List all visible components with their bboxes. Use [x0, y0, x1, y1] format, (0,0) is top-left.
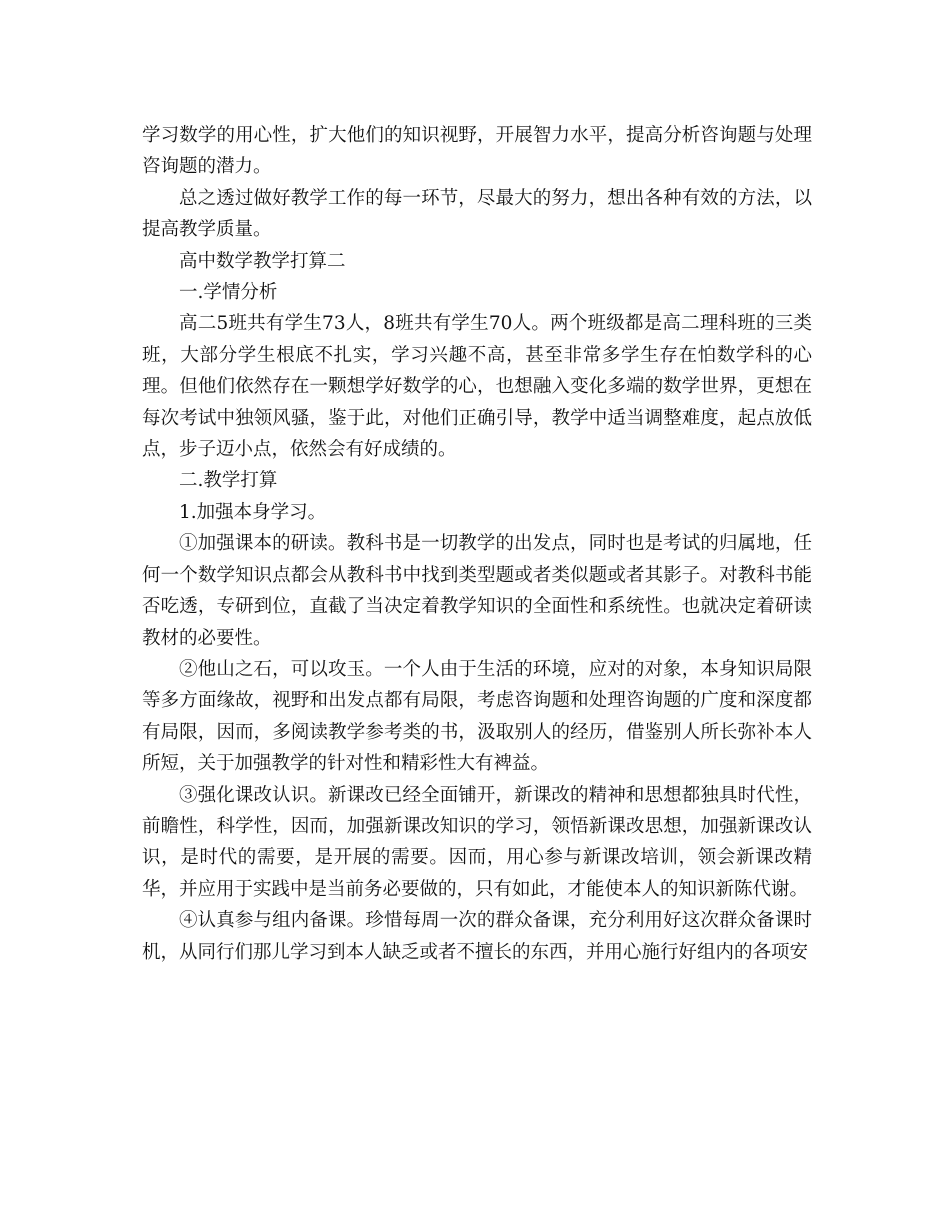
paragraph-learn-from-others: ②他山之石，可以攻玉。一个人由于生活的环境，应对的对象，本身知识局限等多方面缘故，视野和出发点都有局限，考虑咨询题和处理咨询题的广度和深度都有局限，因而，多阅读教学参考类的书，汲取别人的经历，借鉴别人所长弥补本人所短，关于加强教学的针对性和精彩性大有裨益。 — [142, 658, 812, 775]
paragraph-student-analysis: 高二5班共有学生73人，8班共有学生70人。两个班级都是高二理科班的三类班，大部分学生根底不扎实，学习兴趣不高，甚至非常多学生存在怕数学科的心理。但他们依然存在一颗想学好数学的心，也想融入变化多端的数学世界，更想在每次考试中独领风骚，鉴于此，对他们正确引导，教学中适当调整难度，起点放低点，步子迈小点，依然会有好成绩的。 — [142, 313, 812, 461]
heading-student-analysis: 一.学情分析 — [179, 282, 278, 304]
paragraph-group-lesson-prep: ④认真参与组内备课。珍惜每周一次的群众备课，充分利用好这次群众备课时机，从同行们那儿学习到本人缺乏或者不擅长的东西，并用心施行好组内的各项安 — [142, 910, 812, 963]
paragraph-summary: 总之透过做好教学工作的每一环节，尽最大的努力，想出各种有效的方法，以提高教学质量。 — [142, 187, 812, 241]
section-title: 高中数学教学打算二 — [179, 250, 346, 272]
document-body — [142, 120, 812, 968]
paragraph-textbook-study: ①加强课本的研读。教科书是一切教学的出发点，同时也是考试的归属地，任何一个数学知识点都会从教科书中找到类型题或者类似题或者其影子。对教科书能否吃透，专研到位，直截了当决定着教学知识的全面性和系统性。也就决定着研读教材的必要性。 — [142, 533, 812, 649]
heading-teaching-plan: 二.教学打算 — [179, 470, 278, 492]
paragraph-curriculum-reform: ③强化课改认识。新课改已经全面铺开，新课改的精神和思想都独具时代性，前瞻性，科学性，因而，加强新课改知识的学习，领悟新课改思想，加强新课改认识，是时代的需要，是开展的需要。因而，用心参与新课改培训，领会新课改精华，并应用于实践中是当前务必要做的，只有如此，才能使本人的知识新陈代谢。 — [142, 784, 812, 900]
paragraph-continued-intro: 学习数学的用心性，扩大他们的知识视野，开展智力水平，提高分析咨询题与处理咨询题的潜力。 — [142, 125, 812, 178]
subheading-self-study: 1.加强本身学习。 — [179, 501, 327, 523]
